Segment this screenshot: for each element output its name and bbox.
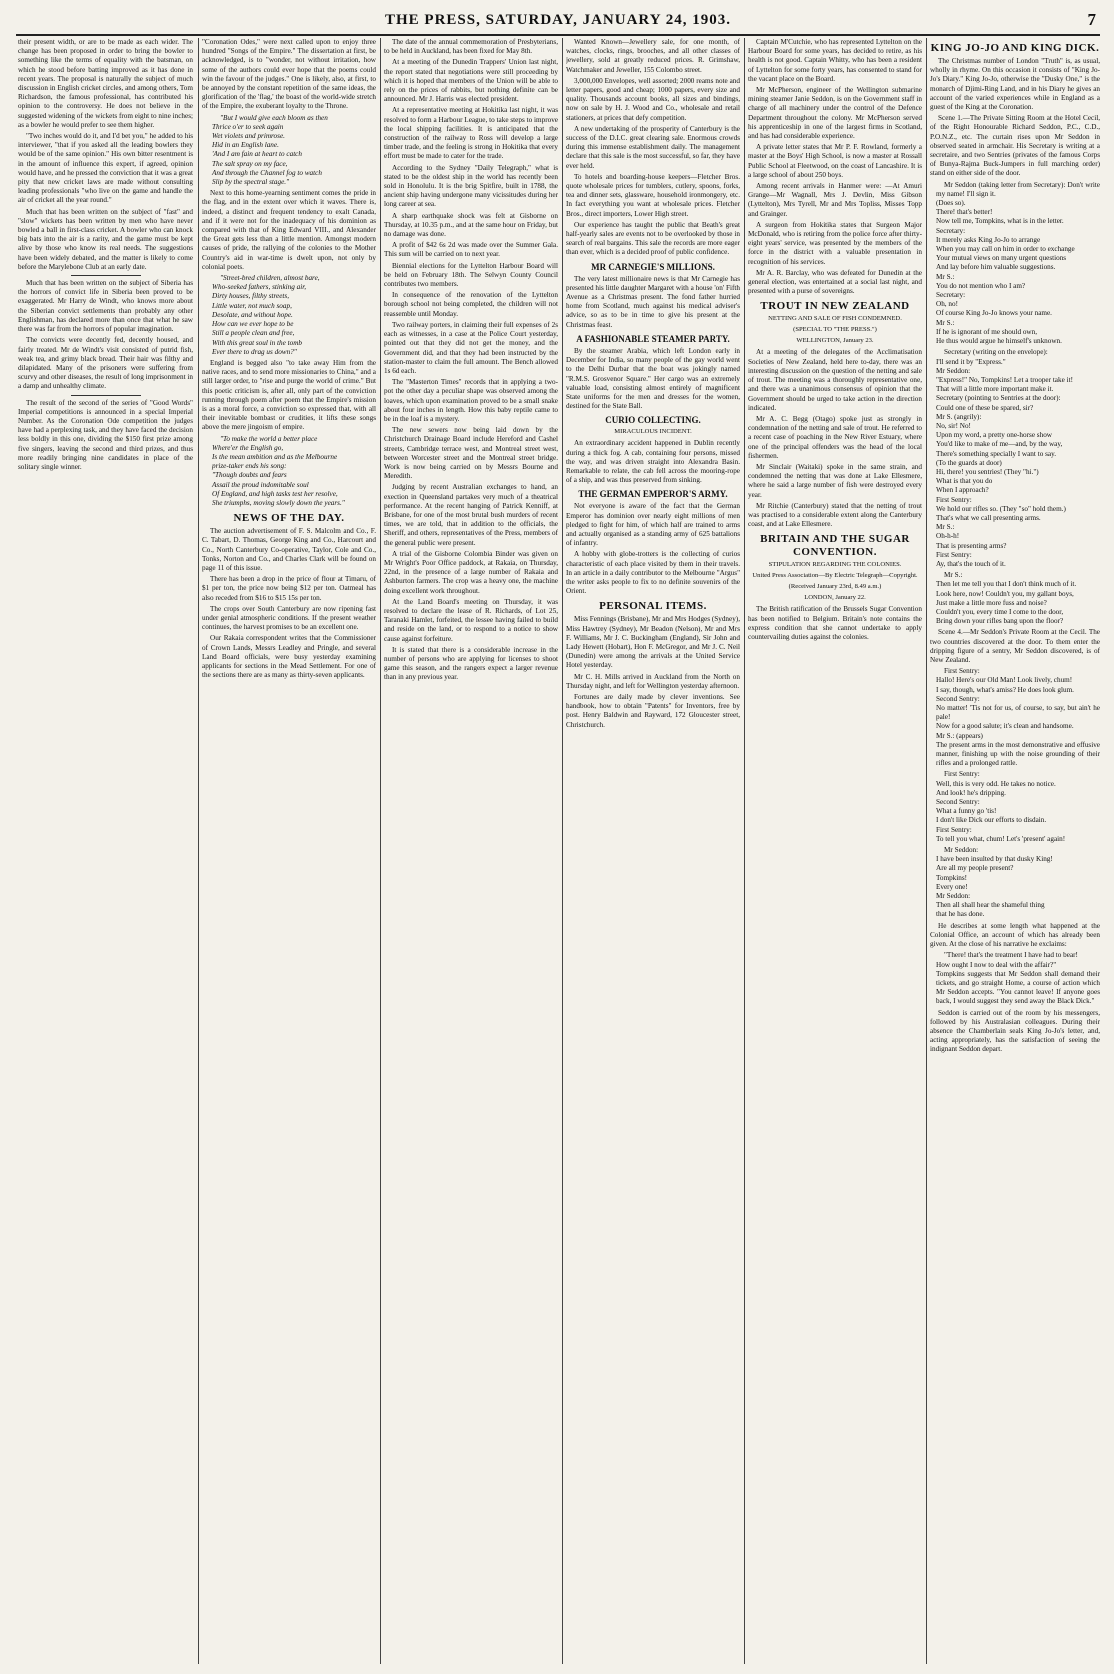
column-5 xyxy=(748,38,922,1666)
dialogue-block: Secretary (writing on the envelope): I'll send it by "Express." Mr Seddon: "Express!" No, Tompkins! Let a trooper take it! That will a little more important make it. Secretary (pointing to Sentries at the door): Could one of these be spared, sir? Mr S. (angrily): No, sir! No! Upon my word, a pretty one-horse show You'd like to make of me—and, by the way, There's something specially I want to say. (To the guards at door) Hi, there! you sentries! (They "hi.") What is that you do When I approach? First Sentry: We hold our rifles so. (They "so" hold them.) That's what we call presenting arms. Mr S.: Oh-h-h! That is presenting arms? First Sentry: Ay, that's the touch of it. xyxy=(936,348,1073,568)
article-paragraph: It is stated that there is a considerable increase in the number of persons who are applying for licenses to shoot game this season, and the rangers expect a larger revenue than in any previous year. xyxy=(384,645,558,682)
article-paragraph: There has been a drop in the price of flour at Timaru, of $1 per ton, the price now being $12 per ton. Oatmeal has also receded from $16 to $15 15s per ton. xyxy=(202,575,376,602)
column-rule xyxy=(380,38,381,1664)
section-heading: CURIO COLLECTING. xyxy=(605,415,701,426)
article-paragraph: A new undertaking of the prosperity of Canterbury is the success of the D.I.C. great clearing sale. Enormous crowds during this immense establishment daily. The management declare that this sale is the most successful, so far, they have ever held. xyxy=(566,124,740,170)
article-paragraph: Mr A. C. Begg (Otago) spoke just as strongly in condemnation of the netting and sale of trout. He referred to a recent case of poaching in the New River Estuary, where one of the principal offenders was the head of the local fishermen. xyxy=(748,414,922,460)
dialogue-block: First Sentry: Well, this is very odd. He takes no notice. And look! he's dripping. Second Sentry: What a funny go 'tis! I don't like Dick our efforts to disdain. First Sentry: To tell you what, chum! Let's 'present' again! xyxy=(936,770,1066,843)
article-paragraph: Judging by recent Australian exchanges to hand, an exection in Queensland partakes very much of a theatrical performance. At the recent hanging of Patrick Kenniff, at Brisbane, for one of the most brutal bush murders of recent times, we are told, that in addition to the officials, the Sheriff, and others, representatives of the Press, members of the general public were present. xyxy=(384,483,558,547)
article-paragraph: Biennial elections for the Lyttelton Harbour Board will be held on February 18th. The Selwyn County Council contributes two members. xyxy=(384,261,558,289)
article-paragraph: Captain M'Cutchie, who has represented Lyttelton on the Harbour Board for some years, has decided to retire, as his health is not good. Captain Whitty, who has been a resident of Lyttelton for some forty years, has consented to stand for the vacant place on the Board. xyxy=(748,38,922,83)
masthead-title: THE PRESS, SATURDAY, JANUARY 24, 1903. xyxy=(385,12,731,28)
article-paragraph: their present width, or are to be made as each wider. The change has been proposed in order to bring the bowler to something like the terms of equality with the batsman, on which he stood before batting improved as it has done in recent years. The proposal is naturally the subject of much discussion in English cricket circles, and among others, Tom Richardson, the famous professional, has contributed his opinion to the controversy. He does not believe in the suggested widening of the wickets from eight to nine inches; as a bowler he would prefer to see them higher. xyxy=(18,38,193,129)
article-paragraph: Our experience has taught the public that Beath's great half-yearly sales are events not to be overlooked by those in search of real bargains. This sale the records are more eager than ever, which is a decided proof of public confidence. xyxy=(566,220,740,257)
column-3 xyxy=(384,38,558,1666)
section-heading: MR CARNEGIE'S MILLIONS. xyxy=(591,261,715,272)
article-paragraph: "Coronation Odes," were next called upon to enjoy three hundred "Songs of the Empire." The dissertation at first, be acknowledged, is to "wonder, not without irritation, how some of the authors could ever hope that the poems could win the favour of the judges." One is likely, also, at first, to be annoyed by the constant repetition of the same ideas, the glorification of the 'flag,' the boast of the world-wide stretch of the Empire, the exuberant loyalty to the Throne. xyxy=(202,38,376,111)
advertisement-paragraph: 3,000,000 Envelopes, well assorted; 2000 reams note and letter papers, good and cheap; 1000 papers, every size and quality. Thousands account books, all sizes and bindings, now on sale by H. J. Wood and Co., wholesale and retail stationers, at prices that defy competition. xyxy=(566,76,740,122)
dialogue-block: Mr Seddon: I have been insulted by that dusky King! Are all my people present? Tompkins! Every one! Mr Seddon: Then all shall hear the shameful thing that he has done. xyxy=(936,846,1053,919)
article-paragraph: Mr McPherson, engineer of the Wellington submarine mining steamer Janie Seddon, is on the Government staff in charge of all machinery under the control of the Defence Department throughout the colony. Mr McPherson served his apprenticeship in one of the largest firms in Scotland, and has had considerable experience. xyxy=(748,86,922,141)
article-paragraph: A surgeon from Hokitika states that Surgeon Major McDonald, who is retiring from the police force after thirty-eight years' service, was presented by the members of the force in the district with a valuable presentation in recognition of his services. xyxy=(748,220,922,266)
article-paragraph: The convicts were decently fed, decently housed, and fairly treated. Mr de Windt's visit consisted of putrid fish, weak tea, and grimy black bread. Their hair was filthy and dilapidated. Many of the prisoners were suffering from scurvy and other diseases, the result of long imprisonment in a damp and unhealthy climate. xyxy=(18,336,193,391)
article-paragraph: At a representative meeting at Hokitika last night, it was resolved to form a Harbour League, to take steps to improve the local shipping facilities. It is anticipated that the construction of the railway to Ross will develop a large timber trade, and the feeling is strong in Hokitika that every effort must be made to cater for the trade. xyxy=(384,106,558,161)
column-rule xyxy=(744,38,745,1664)
scene-direction: Scene 1.—The Private Sitting Room at the Hotel Cecil, of the Right Honourable Richard Seddon, P.C., C.D., P.O.N.Z., etc. The curtain rises upon Mr Seddon in observed seated in armchair. His Secretary is writing at a secretaire, and two Sentries (privates of the famous Corps of Bunya-Rajma Buck-Jumpers in full marching order) stand on either side of the door. xyxy=(930,114,1100,178)
dateline: (SPECIAL TO "THE PRESS.") xyxy=(793,326,877,334)
section-heading: THE GERMAN EMPEROR'S ARMY. xyxy=(578,489,728,500)
article-paragraph: The date of the annual commemoration of Presbyterians, to be held in Auckland, has been fixed for May 8th. xyxy=(384,38,558,56)
dialogue-block: First Sentry: Hallo! Here's our Old Man! Look lively, chum! I say, though, what's amiss? He does look glum. Second Sentry: No matter! 'Tis not for us, of course, to say, but ain't he pale! Now for a good salute; it's clean and handsome. Mr S.: (appears) The present arms in the most demonstrative and effusive manner, finishing up with the noise grounding of their rifles and a prolonged rattle. xyxy=(936,667,1100,768)
section-heading: KING JO-JO AND KING DICK. xyxy=(930,42,1100,54)
article-paragraph: The new sewers now being laid down by the Christchurch Drainage Board include Hereford and Cashel streets, Cambridge terrace west, and Montreal street west, between Worcester street and the Montreal street bridge. Work is now being carried on by Messrs Bourne and Meredith. xyxy=(384,426,558,481)
article-paragraph: By the steamer Arabia, which left London early in December for India, so many people of the gay world went to the Delhi Durbar that the boat was jokingly named "R.M.S. Grosvenor Square." Her cargo was an extremely valuable load, consisting almost entirely of magnificent State uniforms for the men and dresses for the women, destined for the State Ball. xyxy=(566,346,740,411)
scene-direction: Scene 4.—Mr Seddon's Private Room at the Cecil. The two countries discovered at the door. To them enter the dripping figure of a sentry, Mr Seddon discovered, is of New Zealand. xyxy=(930,628,1100,664)
section-subheading: STIPULATION REGARDING THE COLONIES. xyxy=(768,561,902,569)
article-paragraph: A sharp earthquake shock was felt at Gisborne on Thursday, at 10.35 p.m., and at the same hour on Friday, but no damage was done. xyxy=(384,211,558,239)
divider xyxy=(71,395,141,396)
article-paragraph: The "Masterton Times" records that in applying a two-pot the other day a peculiar shape was observed among the loaves, which upon examination proved to be a small snake about four inches in length. How this baby reptile came to be in the loaf is a mystery. xyxy=(384,378,558,423)
article-paragraph: An extraordinary accident happened in Dublin recently during a thick fog. A cab, containing four persons, missed the way, and was driven straight into Alexandra Basin. Remarkable to relate, the cab fell across the mooring-rope of a ship, and was thus preserved from sinking. xyxy=(566,439,740,485)
section-heading: PERSONAL ITEMS. xyxy=(599,600,707,613)
dateline: (Received January 23rd, 8.49 a.m.) xyxy=(788,583,882,591)
article-paragraph: He describes at some length what happened at the Colonial Office, an account of which has already been given. At the close of his narrative he exclaims: xyxy=(930,921,1100,949)
column-6 xyxy=(930,38,1100,1666)
dateline: LONDON, January 22. xyxy=(804,594,866,602)
article-paragraph: At a meeting of the Dunedin Trappers' Union last night, the report stated that negotiations were still proceeding by which it is hoped that members of the Union will be able to rely on the prices of rabbits, but nothing definite can be announced. Mr J. Harris was elected president. xyxy=(384,58,558,104)
article-paragraph: The Christmas number of London "Truth" is, as usual, wholly in rhyme. On this occasion it consists of "King Jo-Jo's Diary." King Jo-Jo, otherwise the "Dusky One," is the monarch of Djimi-Ring Land, and in his Diary he gives an account of the varied experiences while in England as a guest of the King at the Coronation. xyxy=(930,57,1100,112)
article-paragraph: The British ratification of the Brussels Sugar Convention has been notified to Belgium. Britain's note contains the express condition that she cannot undertake to apply countervailing duties against the colonies. xyxy=(748,605,922,641)
advertisement-paragraph: Fortunes are daily made by clever inventions. See handbook, how to obtain "Patents" for Inventors, free by post. Henry Baldwin and Rayward, 172 Gloucester street, Christchurch. xyxy=(566,692,740,729)
article-paragraph: Not everyone is aware of the fact that the German Emperor has dominion over nearly eight millions of men pledged to fight for him, of which half are trained to arms and actually organised as a standing army of 625 battalions of infantry. xyxy=(566,502,740,548)
dialogue-block: Mr S.: Then let me tell you that I don't think much of it. Look here, now! Couldn't you, my gallant boys, Just make a little more fuss and noise? Couldn't you, every time I come to the door, Bring down your rifles bang upon the floor? xyxy=(936,571,1077,626)
article-paragraph: In consequence of the renovation of the Lyttelton borough school not being completed, the children will not reassemble until Monday. xyxy=(384,291,558,318)
article-paragraph: Mr C. H. Mills arrived in Auckland from the North on Thursday night, and left for Wellington yesterday afternoon. xyxy=(566,672,740,690)
article-paragraph: Two railway porters, in claiming their full expenses of 2s each as witnesses, in a case at the Police Court yesterday, pointed out that they did not get the money, and the Government did, and that they had been instructed by the station-master to claim the full amount. The Bench allowed 1s 6d each. xyxy=(384,320,558,375)
article-paragraph: Mr A. R. Barclay, who was defeated for Dunedin at the general election, was entertained at a social last night, and presented with a purse of sovereigns. xyxy=(748,268,922,296)
article-paragraph: Much that has been written on the subject of "fast" and "slow" wickets has been written by men who have never bowled a ball in first-class cricket. A bowler who can knock big bats into the air is a rarity, and the game must be kept alive by those who know its real needs. The suggestions have been widely debated, and the matter is likely to come before the Marylebone Club at an early date. xyxy=(18,207,193,271)
section-heading: NEWS OF THE DAY. xyxy=(233,512,345,525)
article-paragraph: "Two inches would do it, and I'd bet you," he added to his interviewer, "that if you asked all the leading bowlers they would be of the same opinion." His own bitter resentment is in the amount of influence this expert, if agreed, opinion would have, and he pressed the conviction that it was a great pity that new cricket laws are made without consulting leading professionals "who live on the game and handle the air of cricket all the year round." xyxy=(18,132,193,205)
dialogue-block: Mr Seddon (taking letter from Secretary): Don't write my name! I'll sign it. (Does so). There! that's better! Now tell me, Tompkins, what is in the letter. Secretary: It merely asks King Jo-Jo to arrange When you may call on him in order to exchange Your mutual views on many urgent questions And lay before him valuable suggestions. Mr S.: You do not mention who I am? Secretary: Oh, no! Of course King Jo-Jo knows your name. Mr S.: If he is ignorant of me should own, He thus would argue he himself's unknown. xyxy=(936,180,1100,346)
article-paragraph: Much that has been written on the subject of Siberia has the horrors of convict life in Siberia been proved to be exaggerated. Mr Harry de Windt, who knows more about the Siberian convict settlements than probably any other Englishman, has declared more than once that what he saw there was far from the horrors of popular imagination. xyxy=(18,279,193,334)
article-paragraph: The auction advertisement of F. S. Malcolm and Co., F. C. Tabart, D. Thomas, George King and Co., Harcourt and Co., North Canterbury Co-operative, Taylor, Cole and Co., Tonks, Norton and Co., and Charles Clark will be found on page 11 of this issue. xyxy=(202,527,376,572)
article-paragraph: According to the Sydney "Daily Telegraph," what is stated to be the oldest ship in the world has recently been sold in Honolulu. It is the brig Spitfire, built in 1788, the ancient ship having undergone many vicissitudes during her long career at sea. xyxy=(384,163,558,209)
article-paragraph: The result of the second of the series of "Good Words" Imperial competitions is announced in a special Imperial Number. As the Coronation Ode competition the judges have had a perplexing task, and they have faced the decision less boldly in this one, dividing the $150 first prize among five singers, leaving the second and third prizes, and thus more readily bringing nine candidates in place of the solitary single winner. xyxy=(18,398,193,471)
section-heading: A FASHIONABLE STEAMER PARTY. xyxy=(576,333,730,344)
page-number: 7 xyxy=(1087,10,1096,29)
masthead xyxy=(16,10,1100,36)
divider xyxy=(71,275,141,276)
advertisement-paragraph: Wanted Known—Jewellery sale, for one month, of watches, clocks, rings, brooches, and all other classes of jewellery, sold at greatly reduced prices. R. Grimshaw, Watchmaker and Jeweller, 155 Colombo street. xyxy=(566,38,740,74)
article-paragraph: Mr Ritchie (Canterbury) stated that the netting of trout was practised to a considerable extent along the Canterbury coast, and at Lake Ellesmere. xyxy=(748,501,922,529)
advertisement-paragraph: To hotels and boarding-house keepers—Fletcher Bros. quote wholesale prices for tumblers, cutlery, spoons, forks, tea and dinner sets, glassware, household ironmongery, etc. In fact everything you want at wholesale prices. Fletcher Bros., direct importers, Lower High street. xyxy=(566,172,740,218)
column-1 xyxy=(18,38,193,1666)
article-paragraph: The crops over South Canterbury are now ripening fast under genial atmospheric conditions. If the present weather continues, the harvest promises to be an excellent one. xyxy=(202,604,376,632)
column-4 xyxy=(566,38,740,1666)
article-paragraph: At a meeting of the delegates of the Acclimatisation Societies of New Zealand, held here to-day, there was an interesting discussion on the question of the netting and sale of trout. The meeting was a thoroughly representative one, and there was a unanimous consensus of opinion that the Government should be urged to take action in the direction indicated. xyxy=(748,348,922,412)
article-paragraph: A profit of $42 6s 2d was made over the Summer Gala. This sum will be carried on to next year. xyxy=(384,241,558,259)
article-paragraph: A hobby with globe-trotters is the collecting of curios characteristic of each place visited by them in their travels. In an article in a daily contributor to the Melbourne "Argus" the writer asks people to fix to no definite souvenirs of the Orient. xyxy=(566,550,740,596)
verse-quote: "But I would give each bloom as then Thrice o'er to seek again Wet violets and primrose. Hid in an English lane. 'And I am fain at heart to catch The salt spray on my face, And through the Channel fog to watch Slip by the spectral stage." xyxy=(212,113,328,187)
dialogue-block: "There! that's the treatment I have had to bear! How ought I now to deal with the affair?" Tompkins suggests that Mr Seddon shall demand their tickets, and go straight Home, a course of action which Mr Seddon accepts. "You cannot leave! If anyone goes back, I would suggest they send away the Black Dick." xyxy=(936,951,1100,1006)
article-paragraph: Mr Sinclair (Waitaki) spoke in the same strain, and condemned the netting that was done at Lake Ellesmere, where he said a large number of fish were destroyed every year. xyxy=(748,462,922,499)
dateline: WELLINGTON, January 23. xyxy=(796,337,874,345)
article-paragraph: Our Rakaia correspondent writes that the Commissioner of Crown Lands, Messrs Leadley and Pringle, and several Land Board officials, were busy yesterday examining applicants for sections in the Mead Settlement. For one of the sections there are as many as thirty-seven applicants. xyxy=(202,634,376,680)
article-paragraph: Seddon is carried out of the room by his messengers, followed by his Australasian colleagues. During their absence the Chamberlain seals King Jo-Jo's letter, and, acting appropriately, has the satisfaction of seeing the indignant Seddon depart. xyxy=(930,1008,1100,1054)
dateline: United Press Association—By Electric Telegraph—Copyright. xyxy=(752,572,918,580)
article-paragraph: Miss Fennings (Brisbane), Mr and Mrs Hodges (Sydney), Miss Hawtrey (Sydney), Mr Beadon (Nelson), Mr and Mrs F. Williams, Mr J. C. Buckingham (England), Sir John and Lady Hewett (Hobart), Hon F. McGregor, and Mr J. C. Neil (Dunedin) were among the arrivals at the United Service Hotel yesterday. xyxy=(566,615,740,670)
section-subheading: MIRACULOUS INCIDENT. xyxy=(614,428,692,436)
section-heading: TROUT IN NEW ZEALAND xyxy=(760,300,910,313)
section-subheading: NETTING AND SALE OF FISH CONDEMNED. xyxy=(768,315,902,323)
article-paragraph: England is begged also "to take away Him from the native races, and to send more missionaries to China," and a still larger order, to "rise and purge the world of crime." But this poetic criticism is, after all, only part of the conviction running through poem after poem that the Empire's mission is as a moral force, a conviction so expressed that, with all their inevitable bombast or crudities, it lifts these songs above the mere jingoism of empire. xyxy=(202,358,376,432)
column-rule xyxy=(562,38,563,1664)
column-rule xyxy=(926,38,927,1664)
section-heading: BRITAIN AND THE SUGAR CONVENTION. xyxy=(760,533,910,559)
article-paragraph: A trial of the Gisborne Colombia Binder was given on Mr Wright's Poor Office paddock, at Rakaia, on Thursday, 22nd, in the presence of a large number of Rakaia and Ashburton farmers. The crop was a heavy one, the machine doing excellent work throughout. xyxy=(384,549,558,595)
article-paragraph: At the Land Board's meeting on Thursday, it was resolved to declare the lease of R. Richards, of Lot 25, Taranaki Hamlet, forfeited, the lessee having failed to build and reside on the land, or to respond to a notice to show cause against forfeiture. xyxy=(384,597,558,643)
article-paragraph: A private letter states that Mr P. F. Rowland, formerly a master at the Boys' High School, is now a master at Rossall Public School at Fleetwood, on the coast of Lancashire. It is a large school of about 250 boys. xyxy=(748,143,922,179)
article-paragraph: Next to this home-yearning sentiment comes the pride in the flag, and in the extent over which it waves. There is, indeed, a distinct and frequent tendency to exalt Canada, and if it were not for the inadequacy of his dominion as compared with that of King Edward VIII., and Alexander the Great gets less than a little mention. Amongst modern causes of pride, the rallying of the colonies to the Mother Country's aid in war-time is dwelt upon, not only by colonial poets. xyxy=(202,189,376,271)
verse-quote: "Street-bred children, almost bare, Who-seeked fathers, stinking air, Dirty houses, filthy streets, Little water, not much soap, Desolate, and without hope. How can we ever hope to be Still a people clean and free, With this great soul in the tomb Ever there to drag us down?" xyxy=(212,274,320,356)
column-rule xyxy=(198,38,199,1664)
article-paragraph: Among recent arrivals in Hanmer were: —At Amuri Grange—Mr Wagnall, Mrs J. Devlin, Miss Gibson (Lyttelton), Mrs Tyrell, Mr and Mrs Topliss, Misses Topp and Grainger. xyxy=(748,182,922,218)
verse-quote: "To make the world a better place Where'er the English go, Is the mean ambition and as the Melbourne prize-taker ends his song: "Though doubts and fears Assail the proud indomitable soul Of England, and high tasks test her resolve, She triumphs, moving slowly down the years." xyxy=(212,434,345,507)
article-paragraph: The very latest millionaire news is that Mr Carnegie has presented his little daughter Margaret with a house 'on' Fifth Avenue as a Christmas present. The fond father hurried home from Scotland, much against his medical adviser's advice, so as to be in time to give his present at the Christmas feast. xyxy=(566,274,740,329)
column-2 xyxy=(202,38,376,1666)
